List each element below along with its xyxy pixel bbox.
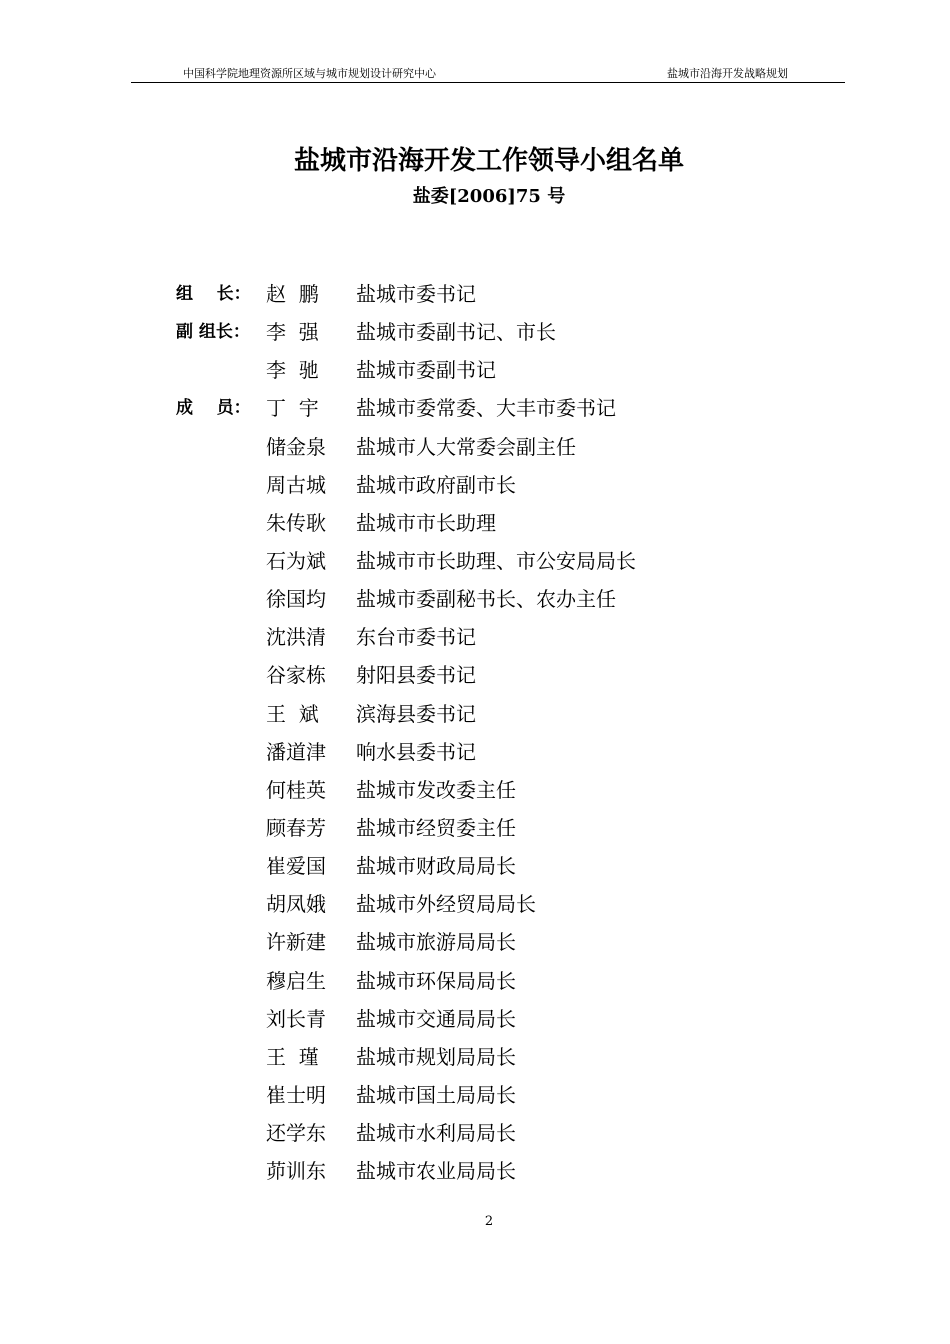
member-position: 盐城市政府副市长 (356, 472, 516, 497)
member-name: 何桂英 (266, 777, 326, 802)
member-position: 盐城市委副书记 (356, 358, 496, 383)
member-name: 顾春芳 (266, 815, 326, 840)
member-row (0, 391, 950, 429)
member-position: 盐城市国土局局长 (356, 1082, 516, 1107)
member-position: 射阳县委书记 (356, 663, 476, 688)
member-position: 盐城市经贸委主任 (356, 815, 516, 840)
member-name: 刘长青 (266, 1006, 326, 1031)
member-name: 许新建 (266, 930, 326, 955)
member-name: 潘道津 (266, 739, 326, 764)
member-name: 朱传耿 (266, 510, 326, 535)
member-role: 成 员： (176, 398, 251, 419)
member-row (0, 964, 950, 1002)
member-row (0, 1116, 950, 1154)
member-row (0, 1154, 950, 1192)
member-name: 王 斌 (266, 701, 319, 726)
member-row (0, 773, 950, 811)
member-position: 盐城市委副秘书长、农办主任 (356, 587, 616, 612)
member-list (0, 277, 950, 1192)
member-name: 赵 鹏 (266, 282, 319, 306)
member-name: 王 瑾 (266, 1044, 319, 1069)
member-name: 崔士明 (266, 1082, 326, 1107)
member-name: 穆启生 (266, 968, 326, 993)
member-row (0, 582, 950, 620)
member-row (0, 620, 950, 658)
member-row (0, 277, 950, 315)
member-row (0, 353, 950, 391)
member-name: 胡凤娥 (266, 892, 326, 917)
member-role: 副 组长： (176, 322, 250, 343)
member-position: 盐城市委书记 (356, 282, 476, 306)
member-position: 盐城市人大常委会副主任 (356, 434, 576, 459)
member-row (0, 887, 950, 925)
header-divider (131, 82, 845, 83)
member-row (0, 811, 950, 849)
member-name: 沈洪清 (266, 625, 326, 650)
page-title: 盐城市沿海开发工作领导小组名单 (293, 146, 684, 176)
member-row (0, 1078, 950, 1116)
member-position: 盐城市市长助理、市公安局局长 (356, 548, 636, 573)
member-name: 丁 宇 (266, 396, 319, 421)
member-position: 盐城市外经贸局局长 (356, 892, 536, 917)
member-name: 李 驰 (266, 358, 319, 383)
member-name: 周古城 (266, 472, 326, 497)
document-number: 盐委[2006]75 号 (412, 186, 566, 207)
member-position: 盐城市农业局局长 (356, 1159, 516, 1184)
header-document-name: 盐城市沿海开发战略规划 (667, 67, 788, 80)
member-name: 李 强 (266, 320, 319, 345)
member-role: 组 长： (176, 284, 251, 304)
member-position: 盐城市委常委、大丰市委书记 (356, 396, 616, 421)
member-position: 盐城市规划局局长 (356, 1044, 516, 1069)
member-name: 还学东 (266, 1121, 326, 1146)
member-row (0, 506, 950, 544)
member-position: 盐城市发改委主任 (356, 777, 516, 802)
member-position: 盐城市旅游局局长 (356, 930, 516, 955)
member-name: 储金泉 (266, 434, 326, 459)
page-number: 2 (484, 1214, 494, 1229)
header-organization: 中国科学院地理资源所区域与城市规划设计研究中心 (183, 67, 436, 80)
member-name: 石为斌 (266, 548, 326, 573)
member-row (0, 925, 950, 963)
member-row (0, 849, 950, 887)
member-name: 茆训东 (266, 1159, 326, 1184)
member-name: 崔爱国 (266, 854, 326, 879)
member-row (0, 468, 950, 506)
member-position: 盐城市环保局局长 (356, 968, 516, 993)
member-position: 盐城市财政局局长 (356, 854, 516, 879)
member-name: 谷家栋 (266, 663, 326, 688)
member-row (0, 1040, 950, 1078)
member-row (0, 697, 950, 735)
member-row (0, 658, 950, 696)
member-row (0, 315, 950, 353)
member-position: 盐城市委副书记、市长 (356, 320, 556, 345)
member-position: 盐城市交通局局长 (356, 1006, 516, 1031)
member-row (0, 430, 950, 468)
member-row (0, 735, 950, 773)
member-row (0, 544, 950, 582)
member-position: 盐城市市长助理 (356, 510, 496, 535)
member-position: 响水县委书记 (356, 739, 476, 764)
member-position: 东台市委书记 (356, 625, 476, 650)
member-name: 徐国均 (266, 587, 326, 612)
member-position: 盐城市水利局局长 (356, 1121, 516, 1146)
member-row (0, 1002, 950, 1040)
member-position: 滨海县委书记 (356, 701, 476, 726)
